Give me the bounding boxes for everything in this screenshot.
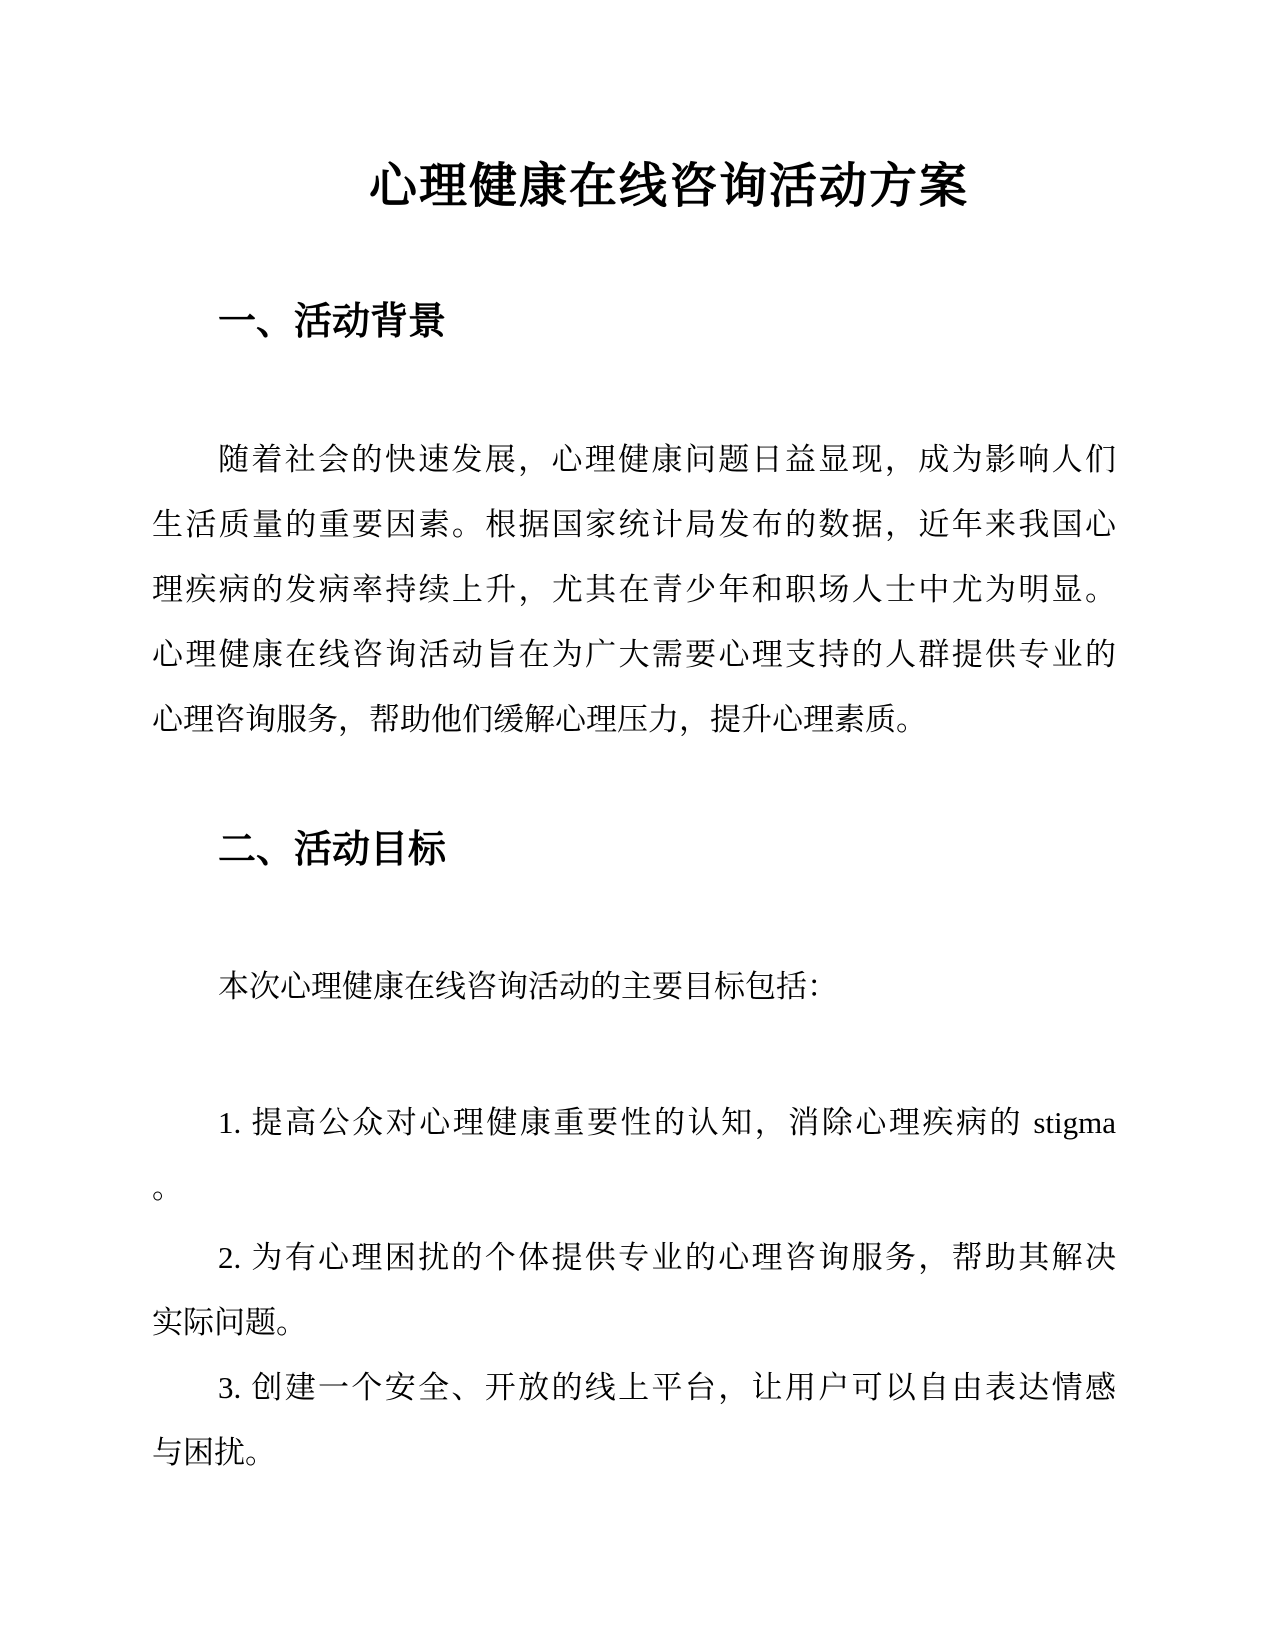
document-title: 心理健康在线咨询活动方案: [368, 160, 969, 213]
text-line: 本次心理健康在线咨询活动的主要目标包括：: [218, 969, 838, 1004]
text-line: 1. 提高公众对心理健康重要性的认知，消除心理疾病的 stigma: [218, 1105, 1116, 1140]
text-line: 2. 为有心理困扰的个体提供专业的心理咨询服务，帮助其解决: [218, 1240, 1116, 1275]
paragraph-background: [152, 427, 1116, 752]
text-line: 3. 创建一个安全、开放的线上平台，让用户可以自由表达情感: [218, 1370, 1116, 1405]
text-line: 与困扰。: [152, 1435, 276, 1470]
goal-item-3: [152, 1355, 1116, 1485]
text-line: 心理健康在线咨询活动旨在为广大需要心理支持的人群提供专业的: [152, 637, 1116, 672]
document-content: [0, 155, 1275, 1485]
text-line: 理疾病的发病率持续上升，尤其在青少年和职场人士中尤为明显。: [152, 572, 1116, 607]
text-line: 心理咨询服务，帮助他们缓解心理压力，提升心理素质。: [152, 702, 927, 737]
section-heading-background: 一、活动背景: [218, 301, 447, 343]
goal-item-2: [152, 1225, 1116, 1355]
goal-item-1: [152, 1090, 1116, 1220]
text-line: 。: [152, 1170, 183, 1205]
text-line: 生活质量的重要因素。根据国家统计局发布的数据，近年来我国心: [152, 507, 1116, 542]
text-line: 随着社会的快速发展，心理健康问题日益显现，成为影响人们: [218, 442, 1116, 477]
section-heading-goals: 二、活动目标: [218, 829, 447, 871]
text-line: 实际问题。: [152, 1305, 307, 1340]
paragraph-goals-intro: [152, 954, 1116, 1019]
